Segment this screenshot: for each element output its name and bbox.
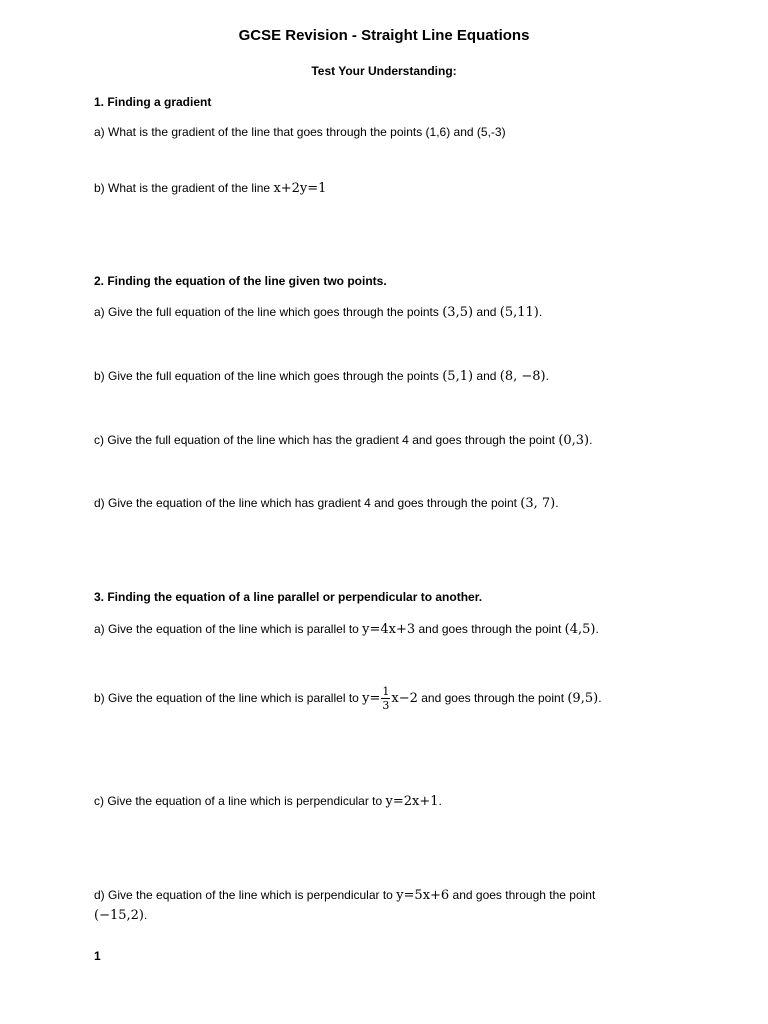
question-3d	[94, 887, 595, 904]
question-3b-equation-suffix: x−2	[391, 691, 418, 706]
section-3-heading: 3. Finding the equation of a line parallel or perpendicular to another.	[94, 590, 483, 604]
page-title: GCSE Revision - Straight Line Equations	[238, 27, 530, 44]
question-2b-point-2: (8, −8)	[499, 369, 546, 384]
page-number: 1	[94, 949, 101, 963]
question-2b-text: b) Give the full equation of the line which goes through the points	[94, 369, 443, 383]
fraction-denominator: 3	[382, 699, 390, 713]
question-1b	[94, 180, 326, 197]
question-2d-text: d) Give the equation of the line which has gradient 4 and goes through the point	[94, 496, 521, 510]
question-2d-point: (3, 7)	[520, 496, 556, 511]
question-2a-point-1: (3,5)	[442, 305, 474, 320]
question-3c-period: .	[438, 794, 442, 808]
question-1b-text: b) What is the gradient of the line	[94, 181, 274, 195]
question-2a-text: a) Give the full equation of the line which goes through the points	[94, 305, 443, 319]
question-2c	[94, 432, 592, 449]
question-3b-text-2: and goes through the point	[417, 691, 568, 705]
section-1-heading: 1. Finding a gradient	[94, 95, 212, 109]
question-3a-period: .	[595, 622, 599, 636]
question-2c-period: .	[589, 433, 593, 447]
question-3a-equation: y=4x+3	[362, 622, 416, 637]
question-3b-equation-prefix: y=	[362, 691, 381, 706]
question-3d-equation: y=5x+6	[396, 888, 450, 903]
question-3d-continued	[94, 907, 147, 924]
question-2c-point: (0,3)	[558, 433, 590, 448]
question-3c-equation: y=2x+1	[385, 794, 439, 809]
question-2b-point-1: (5,1)	[442, 369, 474, 384]
question-2d	[94, 495, 559, 512]
question-3b	[94, 683, 602, 714]
page-subtitle: Test Your Understanding:	[311, 64, 457, 78]
question-3b-period: .	[598, 691, 602, 705]
question-2c-text: c) Give the full equation of the line which has the gradient 4 and goes through the point	[94, 433, 559, 447]
question-3b-fraction	[381, 685, 390, 712]
question-3a	[94, 621, 599, 638]
question-3b-text: b) Give the equation of the line which is parallel to	[94, 691, 363, 705]
question-2a-point-2: (5,11)	[499, 305, 539, 320]
section-2-heading: 2. Finding the equation of the line given two points.	[94, 274, 387, 288]
question-3d-text: d) Give the equation of the line which is perpendicular to	[94, 888, 397, 902]
question-2d-period: .	[555, 496, 559, 510]
question-3a-text: a) Give the equation of the line which is parallel to	[94, 622, 363, 636]
question-3c	[94, 793, 442, 810]
question-3c-text: c) Give the equation of a line which is perpendicular to	[94, 794, 386, 808]
question-2b-period: .	[545, 369, 549, 383]
question-2b	[94, 368, 549, 385]
question-1b-equation: x+2y=1	[273, 181, 327, 196]
question-2a-and: and	[473, 305, 500, 319]
question-1a-text: a) What is the gradient of the line that goes through the points (1,6) and (5,-3)	[94, 125, 506, 139]
question-2a-period: .	[538, 305, 543, 319]
question-2a	[94, 304, 542, 321]
fraction-numerator: 1	[382, 685, 390, 699]
question-3d-period: .	[143, 908, 148, 922]
question-3d-point: (−15,2)	[94, 908, 144, 923]
question-3a-text-2: and goes through the point	[415, 622, 565, 636]
question-2b-and: and	[473, 369, 500, 383]
question-1a	[94, 124, 506, 140]
question-3a-point: (4,5)	[564, 622, 596, 637]
question-3d-text-2: and goes through the point	[449, 888, 596, 902]
question-3b-point: (9,5)	[567, 691, 599, 706]
